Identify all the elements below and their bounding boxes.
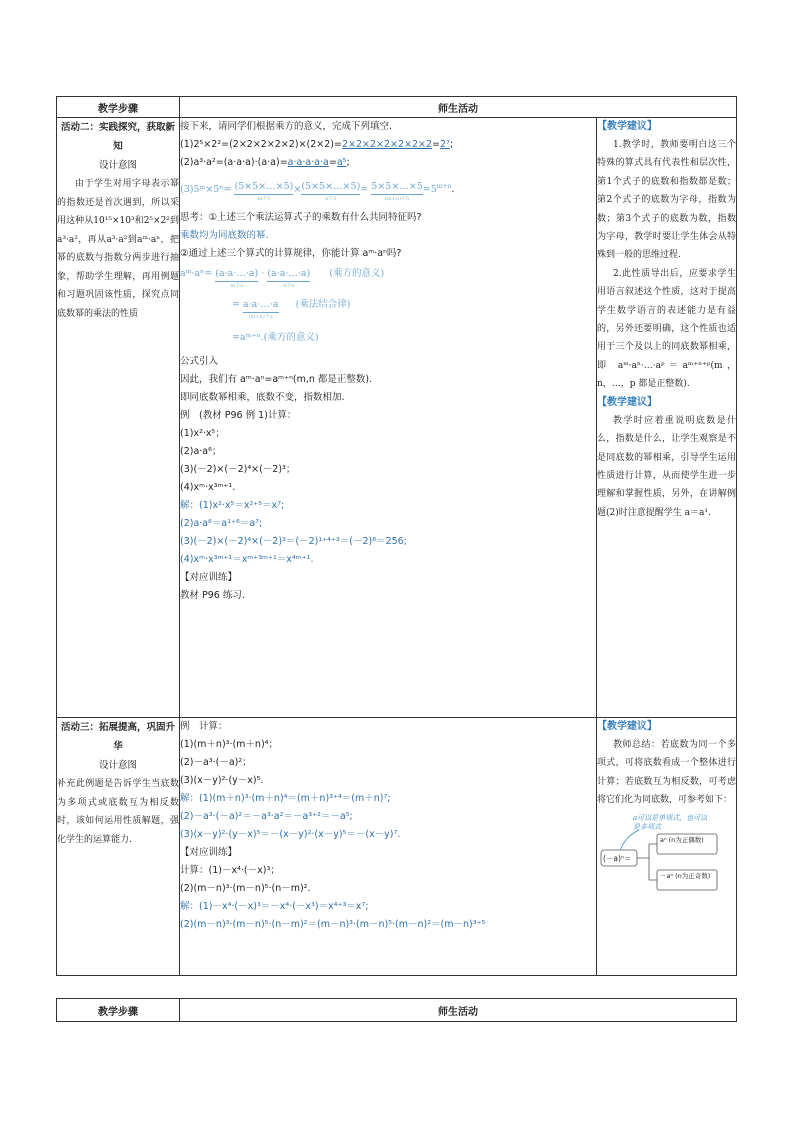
derivation-line-3: =aᵐ⁺ⁿ.(乘方的意义) bbox=[232, 332, 319, 343]
header-steps: 教学步骤 bbox=[57, 97, 180, 118]
suggestion-text: 教学时应着重说明底数是什么，指数是什么，让学生观察是不是同底数的幂相乘，引导学生运用性质进行计算，从而使学生进一步理解和掌握性质，另外，在讲解例题(2)时注意提醒学生 a＝a¹. bbox=[597, 415, 736, 518]
activity-cell bbox=[180, 118, 597, 718]
example-item: (1)(m＋n)³·(m＋n)⁴； bbox=[180, 739, 278, 750]
activity-row-2 bbox=[57, 118, 737, 718]
example-item: (2)－a³·(－a)²； bbox=[180, 757, 252, 768]
rule-line-1: 因此，我们有 aᵐ·aⁿ=aᵐ⁺ⁿ(m,n 都是正整数). bbox=[180, 374, 373, 385]
suggestion-title: 【教学建议】 bbox=[597, 396, 657, 408]
header-activity: 师生活动 bbox=[180, 999, 737, 1022]
suggestion-title: 【教学建议】 bbox=[597, 721, 657, 732]
answer-blank: a⁵ bbox=[336, 157, 347, 168]
answer-blank: a·a·a·a·a bbox=[287, 157, 329, 168]
mind-map-branch-odd: －aⁿ (n为正奇数) bbox=[660, 871, 711, 880]
answer-blank: 2×2×2×2×2×2×2 bbox=[341, 139, 433, 150]
mind-map-note: a可以是单项式，也可以是多项式 bbox=[633, 813, 708, 831]
solution-line: (3)(－2)×(－2)⁴×(－2)³＝(－2)¹⁺⁴⁺³＝(－2)⁸＝256; bbox=[180, 536, 407, 547]
derivation-line-1: aᵐ·aⁿ= (a·a·…·a) m个a · (a·a·…·a) n个a (乘方的意义) bbox=[180, 268, 385, 289]
suggestion-text: 1.教学时，教师要明白这三个特殊的算式具有代表性和层次性，第1个式子的底数和指数都是数；第2个式子的底数为字母，指数为数；第3个式子的底数为数，指数为字母，教学时要让学生体会从特殊到一般的思维过程. bbox=[597, 140, 736, 261]
think-2: ②通过上述三个算式的计算规律，你能计算 aᵐ·aⁿ吗? bbox=[180, 248, 402, 259]
solution-line: (2)－a³·(－a)²＝－a³·a²＝－a³⁺²＝－a⁵; bbox=[180, 811, 353, 822]
suggestion-title: 【教学建议】 bbox=[597, 121, 657, 132]
mind-map bbox=[599, 814, 721, 912]
activity-cell bbox=[180, 718, 597, 976]
training-label: 【对应训练】 bbox=[180, 847, 238, 858]
suggestion-cell bbox=[597, 718, 737, 976]
think-1: 思考：①上述三个乘法运算式子的乘数有什么共同特征吗? bbox=[180, 212, 422, 223]
lesson-table bbox=[56, 96, 737, 976]
example-item: (3)(－2)×(－2)⁴×(－2)³； bbox=[180, 464, 296, 475]
rule-line-2: 即同底数幂相乘，底数不变，指数相加. bbox=[180, 392, 345, 403]
example-title: 例 计算： bbox=[180, 721, 228, 732]
example-item: (2)a·a⁶； bbox=[180, 446, 222, 457]
answer-blank: 2⁷ bbox=[439, 139, 450, 150]
fill-line-2: (2)a³·a²=(a·a·a)·(a·a)=a·a·a·a·a=a⁵; bbox=[180, 157, 350, 168]
table-header-row bbox=[57, 97, 737, 118]
suggestion-cell bbox=[597, 118, 737, 718]
activity-row-3 bbox=[57, 718, 737, 976]
formula-intro: 公式引入 bbox=[180, 356, 219, 367]
design-label: 设计意图 bbox=[98, 160, 137, 171]
activity-title: 活动三：拓展提高，巩固升华 bbox=[60, 722, 175, 752]
solution-line: 解：(1)(m＋n)³·(m＋n)⁴＝(m＋n)³⁺⁴＝(m＋n)⁷; bbox=[180, 793, 391, 804]
training-text: 教材 P96 练习. bbox=[180, 590, 245, 601]
training-label: 【对应训练】 bbox=[180, 572, 238, 583]
header-steps: 教学步骤 bbox=[57, 999, 180, 1022]
solution-line: (2)a·a⁶＝a¹⁺⁶＝a⁷; bbox=[180, 518, 263, 529]
exercise-item: 计算：(1)－x⁴·(－x)³； bbox=[180, 865, 280, 876]
intro-line: 接下来，请同学们根据乘方的意义，完成下列填空. bbox=[180, 121, 393, 132]
design-label: 设计意图 bbox=[98, 760, 137, 771]
next-page-table bbox=[56, 998, 737, 1022]
solution-line: 解：(1)－x⁴·(－x)³＝－x⁴·(－x³)＝x⁴⁺³＝x⁷; bbox=[180, 901, 369, 912]
steps-cell bbox=[57, 718, 180, 976]
suggestion-text: 教师总结：若底数为同一个多项式，可将底数看成一个整体进行计算；若底数互为相反数，可考虑将它们化为同底数，可参考如下： bbox=[597, 740, 736, 806]
steps-cell bbox=[57, 118, 180, 718]
table-header-row bbox=[57, 999, 737, 1022]
example-item: (1)x²·x⁵； bbox=[180, 428, 225, 439]
fill-line-3: (3)5ᵐ×5ⁿ= (5×5×…×5) m个5 ×(5×5×…×5) n个5 = 5×5×…×5 (m+n)个5 $=5^{m+n}$. bbox=[180, 181, 455, 202]
suggestion-text: 2.此性质导出后，应要求学生用语言叙述这个性质，这对于提高学生数学语言的表述能力是有益的，另外还要明确，这个性质也适用于三个及以上的同底数幂相乘，即 aᵐ·aⁿ·…·aᵖ＝aᵐ⁺ⁿ⁺ᵖ(m，n，…，p 都是正整数). bbox=[597, 268, 736, 390]
design-text: 补充此例题是告诉学生当底数为多项式或底数互为相反数时，该如何运用性质解题，强化学生的运算能力. bbox=[57, 779, 179, 845]
fill-line-1: (1)2⁵×2²=(2×2×2×2×2)×(2×2)=2×2×2×2×2×2×2=2⁷; bbox=[180, 139, 454, 150]
think-1-answer: 乘数均为同底数的幂. bbox=[180, 230, 269, 241]
solution-line: (2)(m－n)³·(m－n)⁵·(n－m)²＝(m－n)³·(m－n)⁵·(m－n)²＝(m－n)³⁺⁵ bbox=[180, 919, 486, 930]
design-text: 由于学生对用字母表示幂的指数还是首次遇到，所以采用这种从10¹⁵×10³和2⁵×2²到a³·a²，再从a³·a²到aᵐ·aⁿ，把幂的底数与指数分两步进行抽象，帮助学生理解，再用例题和习题巩固该性质，探究点同底数幂的乘法的性质 bbox=[57, 179, 179, 319]
solution-line: 解：(1)x²·x⁵＝x²⁺⁵＝x⁷; bbox=[180, 500, 285, 511]
example-item: (3)(x－y)²·(y－x)⁵. bbox=[180, 775, 264, 786]
exercise-item: (2)(m－n)³·(m－n)⁵·(n－m)². bbox=[180, 883, 311, 894]
solution-line: (3)(x－y)²·(y－x)⁵＝－(x－y)²·(x－y)⁵＝－(x－y)⁷. bbox=[180, 829, 401, 840]
example-title: 例 (教材 P96 例 1)计算： bbox=[180, 410, 297, 421]
derivation-line-2: = a·a·…·a (m+n)个a (乘法结合律) bbox=[232, 299, 351, 320]
solution-line: (4)xᵐ·x³ᵐ⁺¹＝xᵐ⁺³ᵐ⁺¹＝x⁴ᵐ⁺¹. bbox=[180, 554, 314, 565]
example-item: (4)xᵐ·x³ᵐ⁺¹. bbox=[180, 482, 236, 493]
header-activity: 师生活动 bbox=[180, 97, 737, 118]
mind-map-branch-even: aⁿ (n为正偶数) bbox=[660, 835, 704, 844]
mind-map-root: (－a)ⁿ＝ bbox=[603, 853, 632, 863]
activity-title: 活动二：实践探究，获取新知 bbox=[60, 122, 175, 152]
